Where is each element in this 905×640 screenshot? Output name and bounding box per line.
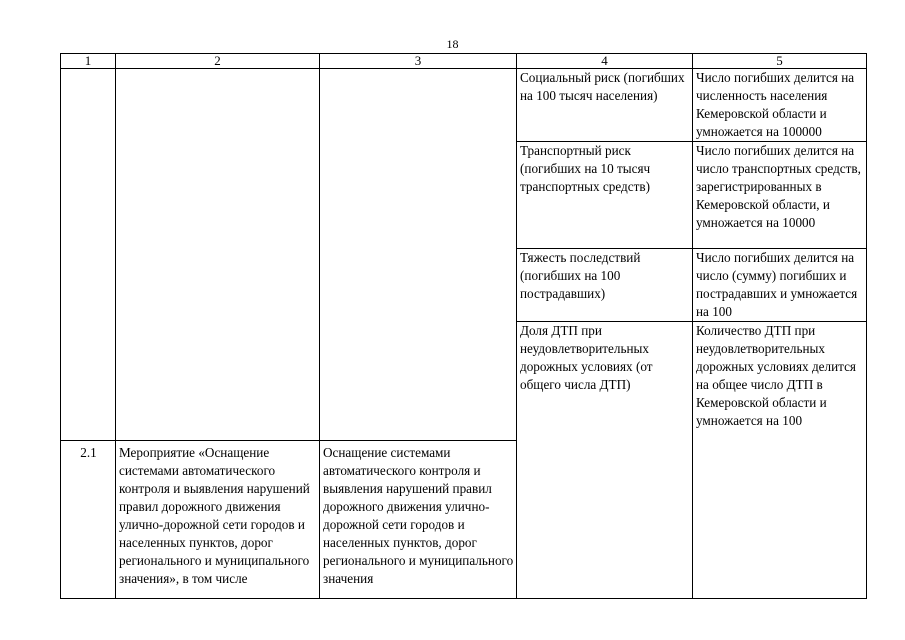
header-col-2: 2 <box>116 54 320 69</box>
empty-cell-col-3 <box>320 69 517 441</box>
page-number: 18 <box>446 37 459 51</box>
header-col-1: 1 <box>61 54 116 69</box>
indicator-name: Социальный риск (погибших на 100 тысяч населения) <box>517 69 693 142</box>
header-col-4: 4 <box>517 54 693 69</box>
table-row <box>61 69 867 142</box>
indicator-name: Транспортный риск (погибших на 10 тысяч транспортных средств) <box>517 142 693 249</box>
indicator-method: Число погибших делится на число транспортных средств, зарегистрированных в Кемеровской области, и умножается на 10000 <box>693 142 867 249</box>
item-name: Мероприятие «Оснащение системами автоматического контроля и выявления нарушений правил дорожного движения улично-дорожной сети городов и населенных пунктов, дорог регионального и муниципального значения», в том числе <box>116 441 320 599</box>
indicator-name: Доля ДТП при неудовлетворительных дорожных условиях (от общего числа ДТП) <box>517 322 693 599</box>
header-col-3: 3 <box>320 54 517 69</box>
indicators-table <box>60 53 867 599</box>
header-col-5: 5 <box>693 54 867 69</box>
indicator-method: Количество ДТП при неудовлетворительных дорожных условиях делится на общее число ДТП в Кемеровской области и умножается на 100 <box>693 322 867 599</box>
indicator-name: Тяжесть последствий (погибших на 100 пострадавших) <box>517 249 693 322</box>
indicator-method: Число погибших делится на численность населения Кемеровской области и умножается на 100000 <box>693 69 867 142</box>
item-description: Оснащение системами автоматического контроля и выявления нарушений правил дорожного движения улично-дорожной сети городов и населенных пунктов, дорог регионального и муниципального значения <box>320 441 517 599</box>
item-number: 2.1 <box>61 441 116 599</box>
header-row <box>61 54 867 69</box>
empty-cell-col-2 <box>116 69 320 441</box>
indicator-method: Число погибших делится на число (сумму) погибших и пострадавших и умножается на 100 <box>693 249 867 322</box>
empty-cell-col-1 <box>61 69 116 441</box>
